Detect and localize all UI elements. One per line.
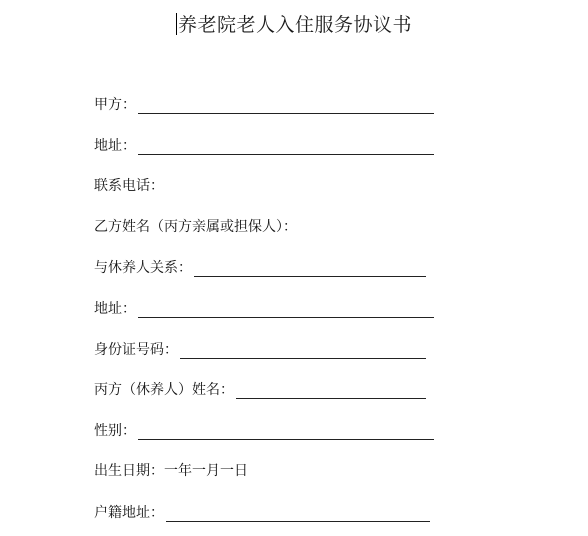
fill-line-id-number[interactable] xyxy=(180,344,426,359)
field-label-party-a: 甲方： xyxy=(94,97,136,113)
field-label-party-c-name: 丙方（休养人）姓名： xyxy=(94,382,234,398)
field-label-gender: 性别： xyxy=(94,423,136,439)
field-label-birth-date: 出生日期：一年一月一日 xyxy=(94,463,248,479)
field-phone xyxy=(94,173,164,195)
field-party-b-name xyxy=(94,214,297,236)
text-cursor xyxy=(176,13,177,35)
fill-line-party-c-name[interactable] xyxy=(236,384,426,399)
fill-line-relationship[interactable] xyxy=(194,262,426,277)
field-address-a xyxy=(94,133,434,155)
field-label-address-b: 地址： xyxy=(94,301,136,317)
field-id-number xyxy=(94,337,426,359)
fill-line-address-b[interactable] xyxy=(138,303,434,318)
document-title: 养老院老人入住服务协议书 xyxy=(177,14,412,36)
field-label-address-a: 地址： xyxy=(94,138,136,154)
field-label-relationship: 与休养人关系： xyxy=(94,260,192,276)
field-party-c-name xyxy=(94,377,426,399)
fill-line-gender[interactable] xyxy=(138,425,434,440)
title-area xyxy=(0,10,588,37)
field-relationship xyxy=(94,255,426,277)
field-address-b xyxy=(94,296,434,318)
field-label-party-b-name: 乙方姓名（丙方亲属或担保人）： xyxy=(94,219,297,235)
field-gender xyxy=(94,418,434,440)
fill-line-household-address[interactable] xyxy=(166,507,430,522)
field-label-phone: 联系电话： xyxy=(94,178,164,194)
field-label-household-address: 户籍地址： xyxy=(94,505,164,521)
field-birth-date xyxy=(94,458,248,480)
field-label-id-number: 身份证号码： xyxy=(94,342,178,358)
field-party-a xyxy=(94,92,434,114)
field-household-address xyxy=(94,500,430,522)
fill-line-address-a[interactable] xyxy=(138,140,434,155)
fill-line-party-a[interactable] xyxy=(138,99,434,114)
